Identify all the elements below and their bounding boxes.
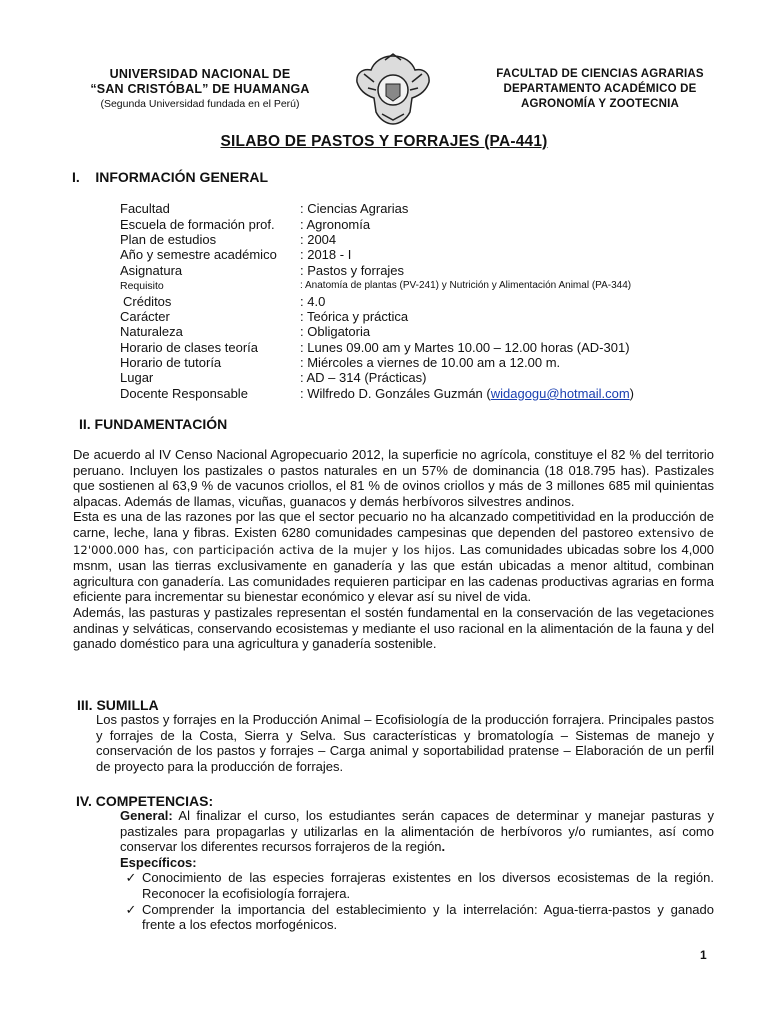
info-key: Créditos xyxy=(123,293,172,309)
info-value: : Anatomía de plantas (PV-241) y Nutrición y Alimentación Animal (PA-344) xyxy=(300,280,632,292)
fundamentacion-paragraph-2 xyxy=(73,509,714,605)
university-name-line1: UNIVERSIDAD NACIONAL DE xyxy=(109,67,291,81)
section-heading-competencias: IV. COMPETENCIAS: xyxy=(76,793,214,809)
university-header xyxy=(70,67,330,111)
info-row xyxy=(120,263,760,278)
list-item xyxy=(120,902,714,933)
info-row xyxy=(120,201,760,216)
info-row xyxy=(120,232,760,247)
info-row xyxy=(120,216,760,231)
university-seal-icon xyxy=(352,52,434,128)
section-heading-fundamentacion: II. FUNDAMENTACIÓN xyxy=(79,416,228,432)
info-value xyxy=(300,386,760,401)
page-title: SILABO DE PASTOS Y FORRAJES (PA-441) xyxy=(220,133,548,150)
paragraph-part: extensivo de 12'000.000 has, con participación activa de la mujer y los hijos. xyxy=(73,525,714,557)
docente-name: : Wilfredo D. Gonzáles Guzmán ( xyxy=(300,385,491,401)
info-key: Año y semestre académico xyxy=(120,247,277,263)
list-item-text: Comprender la importancia del establecimiento y la interrelación: Agua-tierra-pastos y ganado frente a los efectos morfogénicos. xyxy=(142,901,714,933)
info-key: Facultad xyxy=(120,201,170,217)
info-value: : AD – 314 (Prácticas) xyxy=(300,370,427,386)
info-value: : Pastos y forrajes xyxy=(300,262,405,278)
docente-suffix: ) xyxy=(629,385,635,401)
sumilla-text: Los pastos y forrajes en la Producción Animal – Ecofisiología de la producción forrajera. Principales pastos y forrajes de la Costa, Sierra y Selva. Sus características y bromatología – Sistemas de manejo y conservación de los pastos y forrajes – Carga animal y soportabilidad pratense – Elaboración de un perfil de proyecto para la producción de forrajes. xyxy=(96,712,714,774)
info-row xyxy=(120,370,760,385)
general-end: . xyxy=(441,839,446,855)
info-value: : Ciencias Agrarias xyxy=(300,201,409,217)
university-name-line2: “SAN CRISTÓBAL” DE HUAMANGA xyxy=(90,82,310,96)
especificos-label: Específicos: xyxy=(120,854,197,870)
info-value: : Teórica y práctica xyxy=(300,308,409,324)
faculty-header xyxy=(470,67,730,112)
info-key: Naturaleza xyxy=(120,324,183,340)
info-row xyxy=(120,293,760,308)
competencia-general xyxy=(120,808,714,855)
info-key: Horario de tutoría xyxy=(120,355,222,371)
section-heading-sumilla: III. SUMILLA xyxy=(77,697,159,713)
section-heading-informacion: I. INFORMACIÓN GENERAL xyxy=(72,169,268,185)
info-table xyxy=(120,201,760,401)
info-row xyxy=(120,309,760,324)
info-value: : Obligatoria xyxy=(300,324,371,340)
info-row xyxy=(120,278,760,293)
info-value: : Miércoles a viernes de 10.00 am a 12.00 m. xyxy=(300,355,561,371)
list-item-text: Conocimiento de las especies forrajeras existentes en los diversos ecosistemas de la región. Reconocer la ecofisiología forrajera. xyxy=(142,870,714,901)
general-label: General: xyxy=(120,808,173,823)
info-row xyxy=(120,355,760,370)
docente-email-link[interactable]: widagogu@hotmail.com xyxy=(490,385,630,401)
info-row-docente xyxy=(120,386,760,401)
info-value: : 4.0 xyxy=(300,293,326,309)
fundamentacion-paragraph-3: Además, las pasturas y pastizales representan el sostén fundamental en la conservación de las vegetaciones andinas y selváticas, conservando ecosistemas y mediante el uso racional en la alimentación de la fauna y del ganado doméstico para una agricultura y ganadería sostenible. xyxy=(73,604,714,652)
page-number: 1 xyxy=(700,948,707,962)
info-key: Plan de estudios xyxy=(120,231,217,247)
list-item xyxy=(120,870,714,901)
checkmark-icon: ✓ xyxy=(125,870,137,886)
info-row xyxy=(120,324,760,339)
info-value: : Lunes 09.00 am y Martes 10.00 – 12.00 horas (AD-301) xyxy=(300,339,630,355)
paragraph-part: Esta es una de las razones por las que el sector pecuario no ha alcanzado competitividad en la producción de carne, leche, lana y fibras. Existen 6280 comunidades campesinas que dependen del pastoreo xyxy=(73,509,714,540)
info-key: Horario de clases teoría xyxy=(120,339,259,355)
fundamentacion-paragraph-1: De acuerdo al IV Censo Nacional Agropecuario 2012, la superficie no agrícola, constituye el 82 % del territorio peruano. Incluyen los pastizales o pastos naturales en un 57% de dominancia (18 018.795 has). Pastizales que sostienen al 63,9 % de vacunos criollos, el 81 % de ovinos criollos y más de 3 millones 685 mil quinientas alpacas. Además de llamas, vicuñas, guanacos y demás herbívoros silvestres andinos. xyxy=(73,447,714,509)
department-name-line2: AGRONOMÍA Y ZOOTECNIA xyxy=(521,98,679,110)
info-row xyxy=(120,340,760,355)
info-value: : 2018 - I xyxy=(300,247,352,263)
info-key: Docente Responsable xyxy=(120,385,248,401)
info-key: Asignatura xyxy=(120,262,183,278)
paragraph-part: Las comunidades ubicadas sobre los 4,000 msnm, usan las tierras exclusivamente en ganadería y las que están ubicadas a menor altitud, combinan agricultura con ganadería. Las comunidades requieren participar en las cadenas productivas agrarias en forma eficiente para incrementar su bienestar económico y elevar así su nivel de vida. xyxy=(73,541,714,605)
info-key: Lugar xyxy=(120,370,154,386)
info-row xyxy=(120,247,760,262)
info-key: Requisito xyxy=(120,279,164,292)
info-key: Carácter xyxy=(120,308,170,324)
general-text: Al finalizar el curso, los estudiantes serán capaces de determinar y manejar pasturas y pastizales para propagarlas y utilizarlas en la alimentación de herbívoros y/o rumiantes, así como conservar los diferentes recursos forrajeros de la región xyxy=(120,808,714,855)
checkmark-icon: ✓ xyxy=(125,901,137,917)
competencias-block xyxy=(120,808,714,933)
fundamentacion-text xyxy=(73,447,714,652)
department-name-line1: DEPARTAMENTO ACADÉMICO DE xyxy=(503,83,697,95)
info-key: Escuela de formación prof. xyxy=(120,216,275,232)
faculty-name: FACULTAD DE CIENCIAS AGRARIAS xyxy=(496,68,704,80)
info-value: : 2004 xyxy=(300,231,337,247)
university-subtitle: (Segunda Universidad fundada en el Perú) xyxy=(100,98,300,110)
info-value: : Agronomía xyxy=(300,216,371,232)
